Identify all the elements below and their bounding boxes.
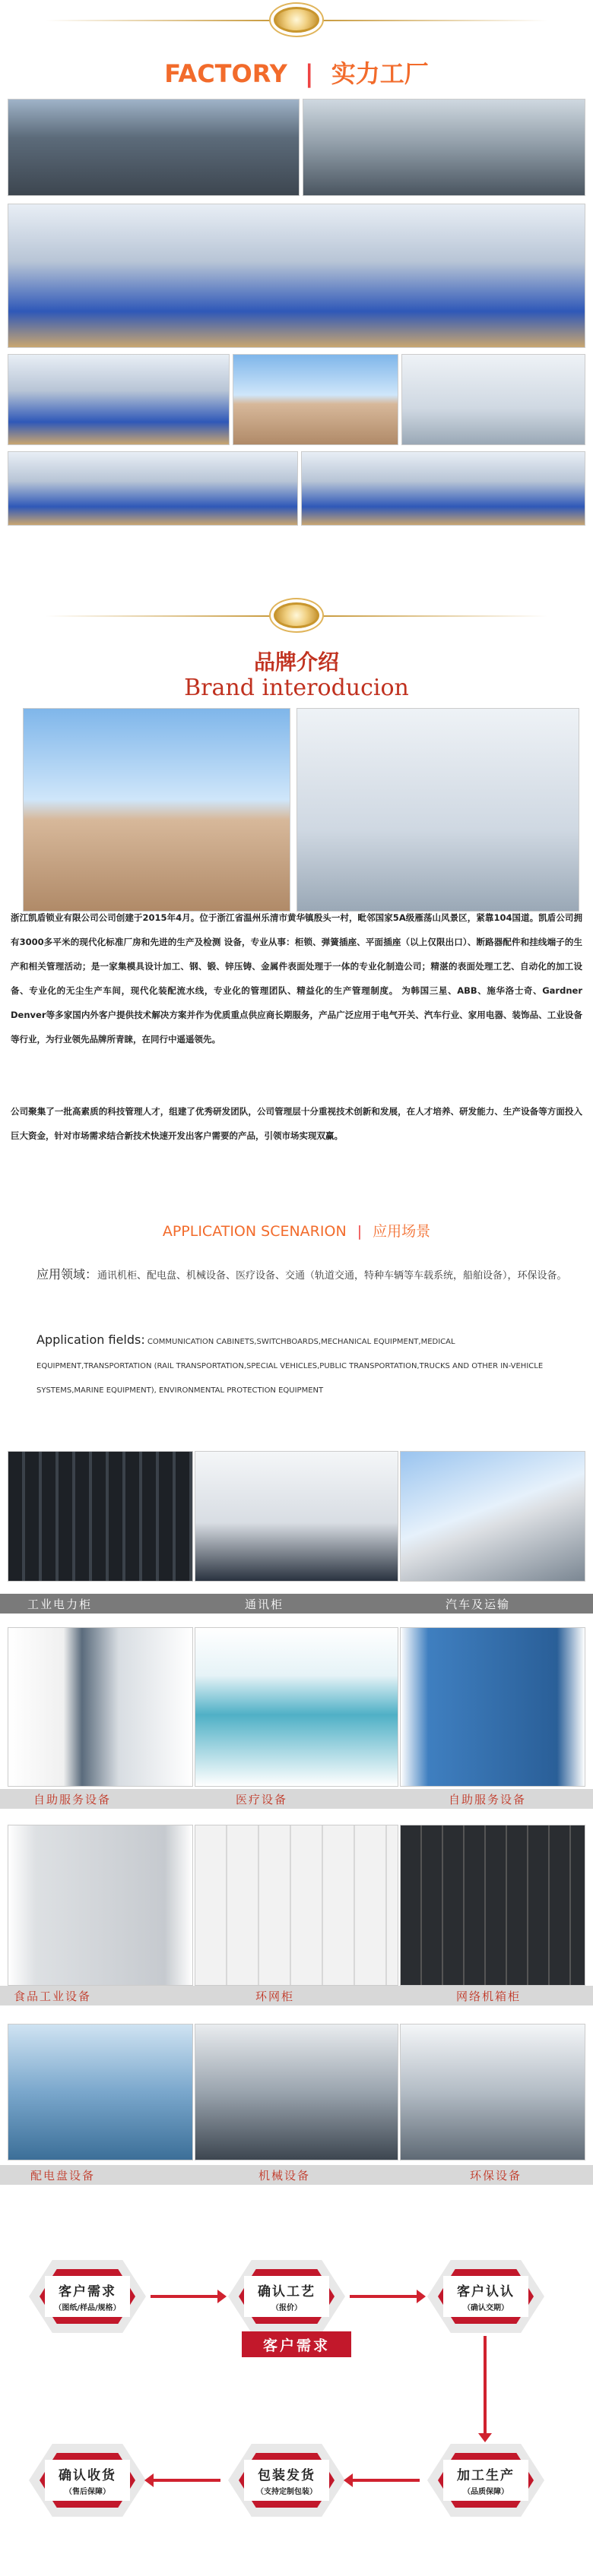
app-photo-transport xyxy=(400,1451,585,1582)
factory-photo-1 xyxy=(8,99,300,196)
app-label-10: 配电盘设备 xyxy=(30,2169,96,2182)
process-step-5-title: 包装发货 xyxy=(258,2468,316,2483)
brand-photo-building xyxy=(23,708,290,912)
app-photo-hospital xyxy=(195,1627,398,1787)
brand-title-cn: 品牌介绍 xyxy=(253,650,339,675)
gem-ornament-icon xyxy=(274,7,319,33)
app-photo-network xyxy=(400,1825,585,1986)
process-step-1 xyxy=(29,2260,146,2333)
process-step-1-title: 客户需求 xyxy=(59,2284,116,2299)
fields-cn-text: 通讯机柜、配电盘、机械设备、医疗设备、交通（轨道交通，特种车辆等车载系统，船舶设备），环保设备。 xyxy=(97,1270,567,1282)
app-photo-power-cabinet xyxy=(8,1451,193,1582)
brand-title-en: Brand interoducion xyxy=(184,675,409,701)
application-title-cn: 应用场景 xyxy=(373,1223,431,1240)
factory-photo-5 xyxy=(401,354,585,445)
factory-photo-2 xyxy=(303,99,585,196)
factory-photo-3 xyxy=(8,354,230,445)
fields-en-text: COMMUNICATION CABINETS,SWITCHBOARDS,MECHANICAL EQUIPMENT,MEDICAL EQUIPMENT,TRANSPORTATION (RAIL TRANSPORTATION,SPECIAL VEHICLES,PUBLIC TRANSPORTATION,TRUCKS AND OTHER IN-VEHICLE SYSTEMS,MARINE EQUIPMENT), ENVIRONMENTAL PROTECTION EQUIPMENT xyxy=(36,1338,544,1395)
brand-paragraph-2: 公司聚集了一批高素质的科技管理人才，组建了优秀研发团队，公司管理层十分重视技术创新和发展，在人才培养、研发能力、生产设备等方面投入巨大资金，针对市场需求结合新技术快速开发出客户需要的产品，引领市场实现双赢。 xyxy=(11,1106,582,1141)
process-step-6-title: 确认收货 xyxy=(59,2468,116,2483)
app-photo-self-service xyxy=(400,1627,585,1787)
process-step-4-title: 加工生产 xyxy=(457,2468,515,2483)
application-title-separator: | xyxy=(357,1223,363,1240)
app-photo-food xyxy=(8,1825,193,1986)
factory-photo-7 xyxy=(301,451,585,526)
factory-title xyxy=(0,55,593,90)
factory-title-en: FACTORY xyxy=(164,59,287,88)
arrow-right-icon xyxy=(350,2295,418,2298)
factory-photo-workers xyxy=(8,204,585,348)
app-label-2: 通讯柜 xyxy=(245,1598,284,1611)
arrow-right-icon xyxy=(151,2295,219,2298)
app-photo-kiosk xyxy=(8,1627,193,1787)
arrow-left-icon xyxy=(351,2479,420,2482)
app-photo-switchboard xyxy=(8,2024,193,2160)
process-step-4-sub: （品质保障） xyxy=(463,2488,509,2496)
application-fields-cn xyxy=(36,1263,569,1288)
factory-title-separator: | xyxy=(304,59,314,88)
top-ornament xyxy=(0,5,593,35)
process-step-6 xyxy=(29,2444,146,2517)
process-step-2-sub: （报价） xyxy=(271,2304,302,2312)
process-step-5-sub: （支持定制包装） xyxy=(256,2488,317,2496)
app-photo-mechanical xyxy=(195,2024,398,2160)
brand-paragraph-1: 浙江凯盾锁业有限公司公司创建于2015年4月。位于浙江省温州乐清市黄华镇殷头一村，毗邻国家5A级雁荡山风景区，紧靠104国道。凯盾公司拥有3000多平米的现代化标准厂房和先进的生产及检测 设备，专业从事：柜锁、弹簧插座、平面插座（以上仅限出口）、断路器配件和挂线端子的生产和相关管理活动；是一家集模具设计加工、钢、锻、锌压铸、金属件表面处理于一体的专业化制造公司；精湛的表面处理工艺、自动化的加工设备、专业化的无尘生产车间，现代化装配流水线，专业化的管理团队、精益化的生产管理制度。 为韩国三星、ABB、施华洛士奇、Gardner Denver等多家国内外客户提供技术解决方案并作为优质重点供应商长期服务，产品广泛应用于电气开关、汽车行业、家用电器、装饰品、工业设备等行业，为行业领先品牌所青睐，在同行中遥遥领先。 xyxy=(11,912,582,1045)
app-label-6: 自助服务设备 xyxy=(449,1793,527,1806)
arrow-left-icon xyxy=(152,2479,220,2482)
process-step-2-title: 确认工艺 xyxy=(258,2284,316,2299)
factory-title-cn: 实力工厂 xyxy=(331,59,429,88)
application-fields-en xyxy=(36,1328,569,1403)
process-step-3-sub: （确认交期） xyxy=(463,2304,509,2312)
app-label-5: 医疗设备 xyxy=(236,1793,288,1806)
process-step-3-title: 客户认认 xyxy=(457,2284,515,2299)
process-step-5 xyxy=(228,2444,345,2517)
application-title xyxy=(0,1220,593,1241)
app-label-4: 自助服务设备 xyxy=(33,1793,112,1806)
arrow-down-icon xyxy=(484,2336,487,2435)
process-step-1-sub: （图纸/样品/规格） xyxy=(54,2304,121,2312)
app-photo-ring-main xyxy=(195,1825,398,1986)
process-step-3 xyxy=(427,2260,544,2333)
app-label-9: 网络机箱柜 xyxy=(456,1990,522,2003)
app-label-7: 食品工业设备 xyxy=(14,1990,92,2003)
app-label-8: 环网柜 xyxy=(255,1990,295,2003)
process-step-2 xyxy=(228,2260,345,2333)
app-label-12: 环保设备 xyxy=(470,2169,522,2182)
process-step-4 xyxy=(427,2444,544,2517)
app-label-1: 工业电力柜 xyxy=(27,1598,93,1611)
brand-ornament xyxy=(0,600,593,631)
factory-photo-6 xyxy=(8,451,298,526)
application-title-en: APPLICATION SCENARION xyxy=(162,1223,347,1240)
process-step-6-sub: （售后保障） xyxy=(65,2488,110,2496)
gem-ornament-icon xyxy=(274,602,319,628)
process-flow xyxy=(0,2230,593,2576)
process-center-badge: 客户需求 xyxy=(242,2331,351,2357)
brand-photo-office xyxy=(296,708,579,912)
fields-cn-label: 应用领域： xyxy=(36,1267,98,1282)
app-label-11: 机械设备 xyxy=(258,2169,311,2182)
app-photo-comm-cabinet xyxy=(195,1451,398,1582)
app-photo-environment xyxy=(400,2024,585,2160)
app-label-3: 汽车及运输 xyxy=(446,1598,511,1611)
factory-photo-4 xyxy=(233,354,398,445)
fields-en-label: Application fields: xyxy=(36,1332,145,1347)
